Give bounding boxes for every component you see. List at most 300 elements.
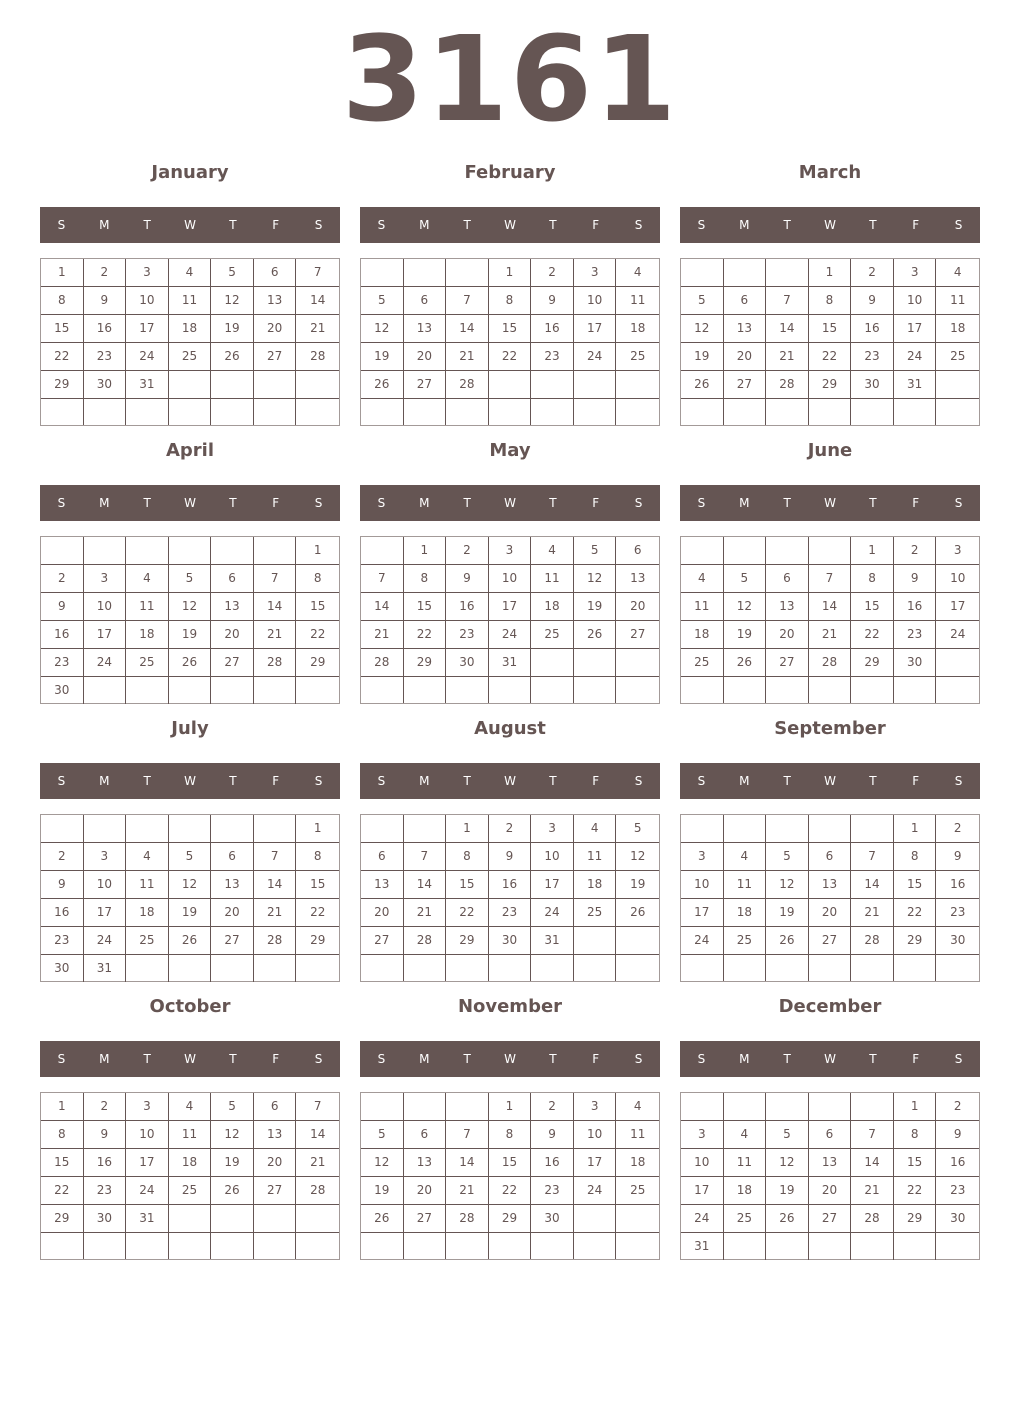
day-cell: 24 <box>574 1177 617 1205</box>
day-cell: 19 <box>169 899 212 927</box>
day-cell: 21 <box>296 1149 339 1177</box>
empty-cell <box>211 955 254 982</box>
weekday-header-bar <box>40 1041 340 1077</box>
weekday-label: T <box>783 496 791 510</box>
day-cell: 27 <box>361 927 404 955</box>
day-cell: 30 <box>936 1205 979 1233</box>
day-cell: 17 <box>681 1177 724 1205</box>
day-cell: 13 <box>404 315 447 343</box>
day-cell: 23 <box>936 1177 979 1205</box>
day-cell: 23 <box>851 343 894 371</box>
weekday-label: F <box>912 1052 920 1066</box>
empty-cell <box>169 1205 212 1233</box>
day-cell: 20 <box>809 899 852 927</box>
day-cell: 14 <box>851 1149 894 1177</box>
day-cell: 14 <box>296 1121 339 1149</box>
weekday-label: W <box>504 1052 516 1066</box>
weekday-label: W <box>824 1052 836 1066</box>
weekday-label: W <box>184 218 196 232</box>
day-cell: 1 <box>809 259 852 287</box>
empty-cell <box>169 399 212 425</box>
weekday-label: M <box>419 496 430 510</box>
empty-cell <box>531 677 574 703</box>
day-cell: 27 <box>254 1177 297 1205</box>
day-cell: 4 <box>169 259 212 287</box>
day-cell: 12 <box>169 593 212 621</box>
weekday-label: S <box>954 1052 963 1066</box>
day-grid <box>360 536 660 704</box>
day-cell: 17 <box>126 1149 169 1177</box>
day-cell: 25 <box>531 621 574 649</box>
empty-cell <box>681 677 724 703</box>
empty-cell <box>681 399 724 425</box>
weekday-label: S <box>377 1052 386 1066</box>
empty-cell <box>169 955 212 982</box>
weekday-label: M <box>419 218 430 232</box>
empty-cell <box>361 677 404 703</box>
day-cell: 13 <box>254 287 297 315</box>
empty-cell <box>296 955 339 982</box>
day-cell: 12 <box>724 593 767 621</box>
empty-cell <box>446 399 489 425</box>
empty-cell <box>574 371 617 399</box>
day-cell: 19 <box>616 871 659 899</box>
weekday-label: M <box>419 774 430 788</box>
empty-cell <box>169 815 212 843</box>
day-cell: 28 <box>361 649 404 677</box>
day-cell: 22 <box>809 343 852 371</box>
day-cell: 19 <box>361 1177 404 1205</box>
day-cell: 5 <box>681 287 724 315</box>
empty-cell <box>296 371 339 399</box>
empty-cell <box>616 399 659 425</box>
weekday-label: M <box>99 496 110 510</box>
empty-cell <box>681 955 724 981</box>
weekday-label: S <box>697 496 706 510</box>
empty-cell <box>681 1093 724 1121</box>
day-cell: 24 <box>574 343 617 371</box>
day-cell: 31 <box>489 649 532 677</box>
day-cell: 28 <box>446 1205 489 1233</box>
day-cell: 14 <box>296 287 339 315</box>
weekday-label: T <box>463 496 471 510</box>
empty-cell <box>296 399 339 425</box>
day-cell: 11 <box>724 1149 767 1177</box>
empty-cell <box>809 815 852 843</box>
day-cell: 1 <box>851 537 894 565</box>
day-cell: 9 <box>531 287 574 315</box>
empty-cell <box>126 815 169 843</box>
day-cell: 2 <box>894 537 937 565</box>
day-cell: 11 <box>616 287 659 315</box>
empty-cell <box>531 1233 574 1259</box>
day-cell: 6 <box>361 843 404 871</box>
day-cell: 9 <box>531 1121 574 1149</box>
weekday-label: F <box>912 218 920 232</box>
empty-cell <box>616 955 659 981</box>
day-cell: 13 <box>211 593 254 621</box>
day-grid <box>40 258 340 426</box>
day-cell: 8 <box>446 843 489 871</box>
weekday-label: W <box>824 218 836 232</box>
weekday-label: T <box>869 774 877 788</box>
day-cell: 19 <box>766 1177 809 1205</box>
day-cell: 1 <box>41 259 84 287</box>
empty-cell <box>766 537 809 565</box>
day-cell: 11 <box>531 565 574 593</box>
day-cell: 30 <box>84 1205 127 1233</box>
day-cell: 2 <box>531 1093 574 1121</box>
day-cell: 23 <box>531 1177 574 1205</box>
empty-cell <box>211 371 254 399</box>
weekday-label: S <box>314 218 323 232</box>
empty-cell <box>489 371 532 399</box>
day-cell: 17 <box>574 1149 617 1177</box>
weekday-label: S <box>314 774 323 788</box>
weekday-label: S <box>57 496 66 510</box>
weekday-label: T <box>869 218 877 232</box>
weekday-label: F <box>272 774 280 788</box>
day-cell: 24 <box>489 621 532 649</box>
empty-cell <box>404 955 447 981</box>
day-cell: 27 <box>809 927 852 955</box>
day-cell: 3 <box>936 537 979 565</box>
day-cell: 7 <box>296 1093 339 1121</box>
day-cell: 1 <box>446 815 489 843</box>
day-cell: 14 <box>254 593 297 621</box>
weekday-label: M <box>99 218 110 232</box>
empty-cell <box>616 677 659 703</box>
day-cell: 1 <box>489 259 532 287</box>
day-grid <box>360 814 660 982</box>
day-cell: 18 <box>616 315 659 343</box>
day-cell: 2 <box>489 815 532 843</box>
weekday-label: S <box>57 218 66 232</box>
day-cell: 1 <box>41 1093 84 1121</box>
day-cell: 31 <box>894 371 937 399</box>
empty-cell <box>254 537 297 565</box>
day-cell: 3 <box>126 1093 169 1121</box>
day-cell: 25 <box>681 649 724 677</box>
day-cell: 17 <box>126 315 169 343</box>
day-cell: 15 <box>296 871 339 899</box>
empty-cell <box>489 1233 532 1259</box>
empty-cell <box>446 259 489 287</box>
day-cell: 9 <box>41 871 84 899</box>
day-cell: 28 <box>296 343 339 371</box>
day-cell: 12 <box>616 843 659 871</box>
day-cell: 5 <box>169 565 212 593</box>
empty-cell <box>936 677 979 703</box>
day-cell: 6 <box>724 287 767 315</box>
day-cell: 13 <box>809 1149 852 1177</box>
day-cell: 11 <box>126 871 169 899</box>
day-cell: 17 <box>574 315 617 343</box>
empty-cell <box>574 649 617 677</box>
day-cell: 20 <box>404 343 447 371</box>
empty-cell <box>936 399 979 425</box>
day-cell: 10 <box>574 1121 617 1149</box>
weekday-label: M <box>739 1052 750 1066</box>
day-cell: 25 <box>616 1177 659 1205</box>
day-cell: 20 <box>361 899 404 927</box>
empty-cell <box>766 677 809 703</box>
day-cell: 7 <box>404 843 447 871</box>
day-cell: 19 <box>724 621 767 649</box>
day-cell: 21 <box>851 899 894 927</box>
day-cell: 9 <box>489 843 532 871</box>
day-cell: 21 <box>446 343 489 371</box>
day-cell: 23 <box>936 899 979 927</box>
day-cell: 22 <box>851 621 894 649</box>
weekday-header-bar <box>680 485 980 521</box>
empty-cell <box>84 677 127 704</box>
day-cell: 17 <box>489 593 532 621</box>
empty-cell <box>126 1233 169 1259</box>
day-cell: 25 <box>126 649 169 677</box>
day-cell: 5 <box>616 815 659 843</box>
day-cell: 13 <box>724 315 767 343</box>
day-cell: 13 <box>809 871 852 899</box>
weekday-label: S <box>57 774 66 788</box>
day-cell: 20 <box>724 343 767 371</box>
weekday-header-bar <box>360 207 660 243</box>
day-cell: 18 <box>936 315 979 343</box>
day-cell: 15 <box>41 315 84 343</box>
day-cell: 27 <box>724 371 767 399</box>
month-title: September <box>774 718 886 739</box>
empty-cell <box>724 399 767 425</box>
day-cell: 25 <box>616 343 659 371</box>
day-cell: 16 <box>936 1149 979 1177</box>
day-cell: 4 <box>681 565 724 593</box>
day-cell: 2 <box>936 815 979 843</box>
day-cell: 3 <box>681 843 724 871</box>
day-grid <box>40 1092 340 1260</box>
day-cell: 28 <box>404 927 447 955</box>
day-cell: 10 <box>894 287 937 315</box>
day-cell: 5 <box>169 843 212 871</box>
day-cell: 4 <box>724 1121 767 1149</box>
weekday-label: W <box>824 774 836 788</box>
day-cell: 27 <box>211 649 254 677</box>
day-cell: 12 <box>574 565 617 593</box>
day-cell: 12 <box>211 1121 254 1149</box>
day-cell: 18 <box>574 871 617 899</box>
weekday-header-bar <box>40 763 340 799</box>
empty-cell <box>531 371 574 399</box>
weekday-label: T <box>463 1052 471 1066</box>
empty-cell <box>361 1233 404 1259</box>
empty-cell <box>169 371 212 399</box>
day-cell: 29 <box>41 371 84 399</box>
day-cell: 6 <box>616 537 659 565</box>
day-cell: 20 <box>254 315 297 343</box>
empty-cell <box>894 1233 937 1260</box>
day-cell: 2 <box>851 259 894 287</box>
day-cell: 8 <box>489 1121 532 1149</box>
day-cell: 9 <box>894 565 937 593</box>
day-cell: 29 <box>809 371 852 399</box>
day-cell: 10 <box>126 287 169 315</box>
weekday-header-bar <box>680 1041 980 1077</box>
day-cell: 7 <box>254 843 297 871</box>
day-grid <box>680 258 980 426</box>
empty-cell <box>361 955 404 981</box>
day-cell: 14 <box>766 315 809 343</box>
day-cell: 19 <box>169 621 212 649</box>
day-cell: 27 <box>809 1205 852 1233</box>
empty-cell <box>936 1233 979 1260</box>
weekday-label: M <box>419 1052 430 1066</box>
empty-cell <box>126 955 169 982</box>
empty-cell <box>254 1205 297 1233</box>
day-cell: 8 <box>489 287 532 315</box>
weekday-header-bar <box>360 485 660 521</box>
weekday-label: S <box>377 218 386 232</box>
weekday-label: T <box>463 774 471 788</box>
day-cell: 31 <box>531 927 574 955</box>
empty-cell <box>404 815 447 843</box>
month-title: June <box>807 440 853 461</box>
empty-cell <box>169 1233 212 1259</box>
empty-cell <box>851 399 894 425</box>
empty-cell <box>574 399 617 425</box>
empty-cell <box>169 537 212 565</box>
day-cell: 24 <box>681 927 724 955</box>
day-cell: 7 <box>766 287 809 315</box>
day-grid <box>40 814 340 982</box>
weekday-label: T <box>783 1052 791 1066</box>
day-cell: 9 <box>936 843 979 871</box>
empty-cell <box>211 815 254 843</box>
empty-cell <box>724 1233 767 1260</box>
day-cell: 10 <box>84 871 127 899</box>
weekday-label: F <box>912 496 920 510</box>
day-cell: 29 <box>446 927 489 955</box>
empty-cell <box>254 371 297 399</box>
day-cell: 26 <box>211 343 254 371</box>
empty-cell <box>936 371 979 399</box>
day-cell: 20 <box>766 621 809 649</box>
weekday-label: W <box>504 218 516 232</box>
day-cell: 31 <box>681 1233 724 1260</box>
empty-cell <box>489 955 532 981</box>
weekday-label: W <box>504 774 516 788</box>
day-cell: 21 <box>766 343 809 371</box>
day-cell: 26 <box>724 649 767 677</box>
day-cell: 13 <box>616 565 659 593</box>
day-cell: 4 <box>126 843 169 871</box>
empty-cell <box>404 1093 447 1121</box>
day-cell: 3 <box>531 815 574 843</box>
day-cell: 3 <box>574 1093 617 1121</box>
day-cell: 9 <box>851 287 894 315</box>
month-title: January <box>151 162 229 183</box>
empty-cell <box>894 399 937 425</box>
month-title: December <box>778 996 882 1017</box>
day-cell: 16 <box>41 621 84 649</box>
empty-cell <box>894 955 937 981</box>
day-cell: 29 <box>41 1205 84 1233</box>
empty-cell <box>681 815 724 843</box>
day-cell: 6 <box>766 565 809 593</box>
empty-cell <box>574 677 617 703</box>
empty-cell <box>404 259 447 287</box>
empty-cell <box>766 815 809 843</box>
day-cell: 13 <box>254 1121 297 1149</box>
day-cell: 18 <box>681 621 724 649</box>
day-cell: 3 <box>84 843 127 871</box>
empty-cell <box>84 1233 127 1259</box>
empty-cell <box>211 537 254 565</box>
empty-cell <box>766 1093 809 1121</box>
day-cell: 4 <box>936 259 979 287</box>
weekday-label: T <box>229 1052 237 1066</box>
day-cell: 18 <box>169 315 212 343</box>
day-cell: 7 <box>296 259 339 287</box>
empty-cell <box>766 399 809 425</box>
empty-cell <box>616 1205 659 1233</box>
day-cell: 7 <box>851 1121 894 1149</box>
weekday-label: S <box>377 496 386 510</box>
day-cell: 25 <box>574 899 617 927</box>
weekday-label: S <box>634 218 643 232</box>
weekday-header-bar <box>680 763 980 799</box>
day-cell: 15 <box>41 1149 84 1177</box>
day-cell: 6 <box>254 1093 297 1121</box>
day-cell: 30 <box>446 649 489 677</box>
empty-cell <box>126 399 169 425</box>
day-cell: 26 <box>211 1177 254 1205</box>
day-cell: 18 <box>169 1149 212 1177</box>
day-cell: 1 <box>894 815 937 843</box>
empty-cell <box>574 1233 617 1259</box>
day-grid <box>40 536 340 704</box>
day-cell: 21 <box>296 315 339 343</box>
weekday-label: S <box>954 218 963 232</box>
day-cell: 28 <box>254 649 297 677</box>
day-cell: 7 <box>254 565 297 593</box>
day-cell: 21 <box>446 1177 489 1205</box>
day-cell: 28 <box>851 927 894 955</box>
day-cell: 14 <box>809 593 852 621</box>
weekday-label: T <box>869 496 877 510</box>
day-cell: 23 <box>446 621 489 649</box>
empty-cell <box>936 955 979 981</box>
day-cell: 21 <box>254 899 297 927</box>
day-cell: 21 <box>254 621 297 649</box>
day-cell: 4 <box>724 843 767 871</box>
empty-cell <box>809 399 852 425</box>
day-cell: 28 <box>809 649 852 677</box>
day-grid <box>360 258 660 426</box>
day-cell: 11 <box>126 593 169 621</box>
empty-cell <box>254 1233 297 1259</box>
month-title: March <box>798 162 862 183</box>
day-cell: 25 <box>126 927 169 955</box>
day-cell: 27 <box>766 649 809 677</box>
day-cell: 20 <box>211 899 254 927</box>
empty-cell <box>574 1205 617 1233</box>
day-cell: 5 <box>574 537 617 565</box>
empty-cell <box>296 677 339 704</box>
month-title: February <box>464 162 556 183</box>
day-cell: 4 <box>169 1093 212 1121</box>
empty-cell <box>41 537 84 565</box>
day-cell: 30 <box>894 649 937 677</box>
empty-cell <box>446 1233 489 1259</box>
